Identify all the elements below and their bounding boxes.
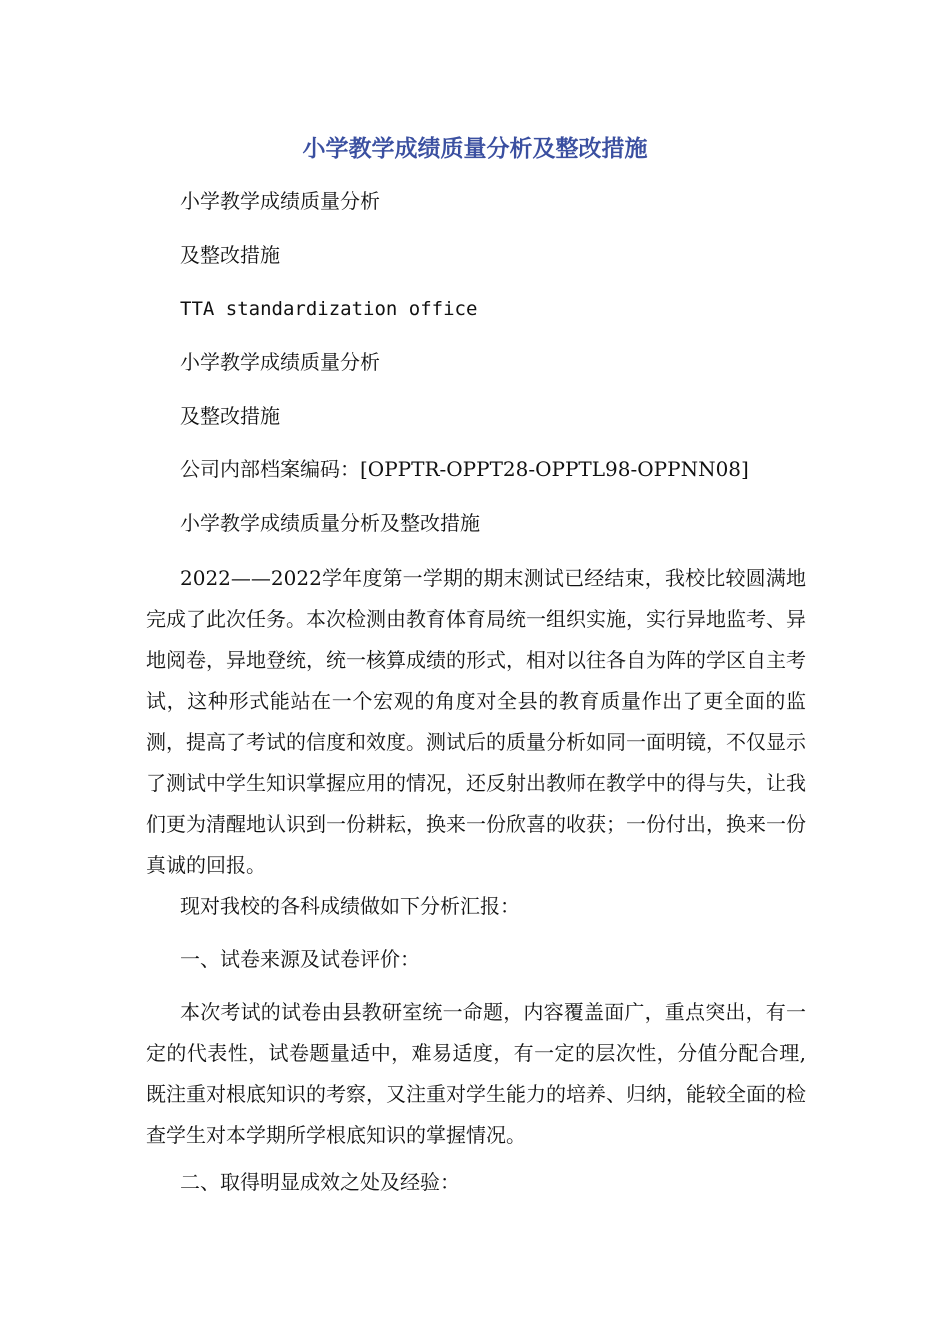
section-1-heading: 一、试卷来源及试卷评价： xyxy=(180,947,420,971)
archive-code-line: 公司内部档案编码：[OPPTR-OPPT28-OPPTL98-OPPNN08] xyxy=(180,457,749,481)
report-intro-paragraph: 现对我校的各科成绩做如下分析汇报： xyxy=(180,894,520,918)
document-title: 小学教学成绩质量分析及整改措施 xyxy=(302,136,648,162)
office-line: TTA standardization office xyxy=(180,298,478,320)
section-1-body: 本次考试的试卷由县教研室统一命题，内容覆盖面广，重点突出，有一定的代表性，试卷题量适中，难易适度，有一定的层次性，分值分配合理,既注重对根底知识的考察，又注重对学生能力的培养、归纳，能较全面的检查学生对本学期所学根底知识的掌握情况。 xyxy=(146,1000,806,1147)
subtitle-line-3: 小学教学成绩质量分析 xyxy=(180,350,380,374)
section-2-heading: 二、取得明显成效之处及经验： xyxy=(180,1170,460,1194)
subtitle-line-1: 小学教学成绩质量分析 xyxy=(180,189,380,213)
intro-paragraph: 2022——2022学年度第一学期的期末测试已经结束，我校比较圆满地完成了此次任务。本次检测由教育体育局统一组织实施，实行异地监考、异地阅卷，异地登统，统一核算成绩的形式，相对以往各自为阵的学区自主考试，这种形式能站在一个宏观的角度对全县的教育质量作出了更全面的监测，提高了考试的信度和效度。测试后的质量分析如同一面明镜，不仅显示了测试中学生知识掌握应用的情况，还反射出教师在教学中的得与失，让我们更为清醒地认识到一份耕耘，换来一份欣喜的收获；一份付出，换来一份真诚的回报。 xyxy=(146,566,806,877)
subtitle-line-5: 小学教学成绩质量分析及整改措施 xyxy=(180,511,480,535)
subtitle-line-2: 及整改措施 xyxy=(180,243,280,267)
subtitle-line-4: 及整改措施 xyxy=(180,404,280,428)
